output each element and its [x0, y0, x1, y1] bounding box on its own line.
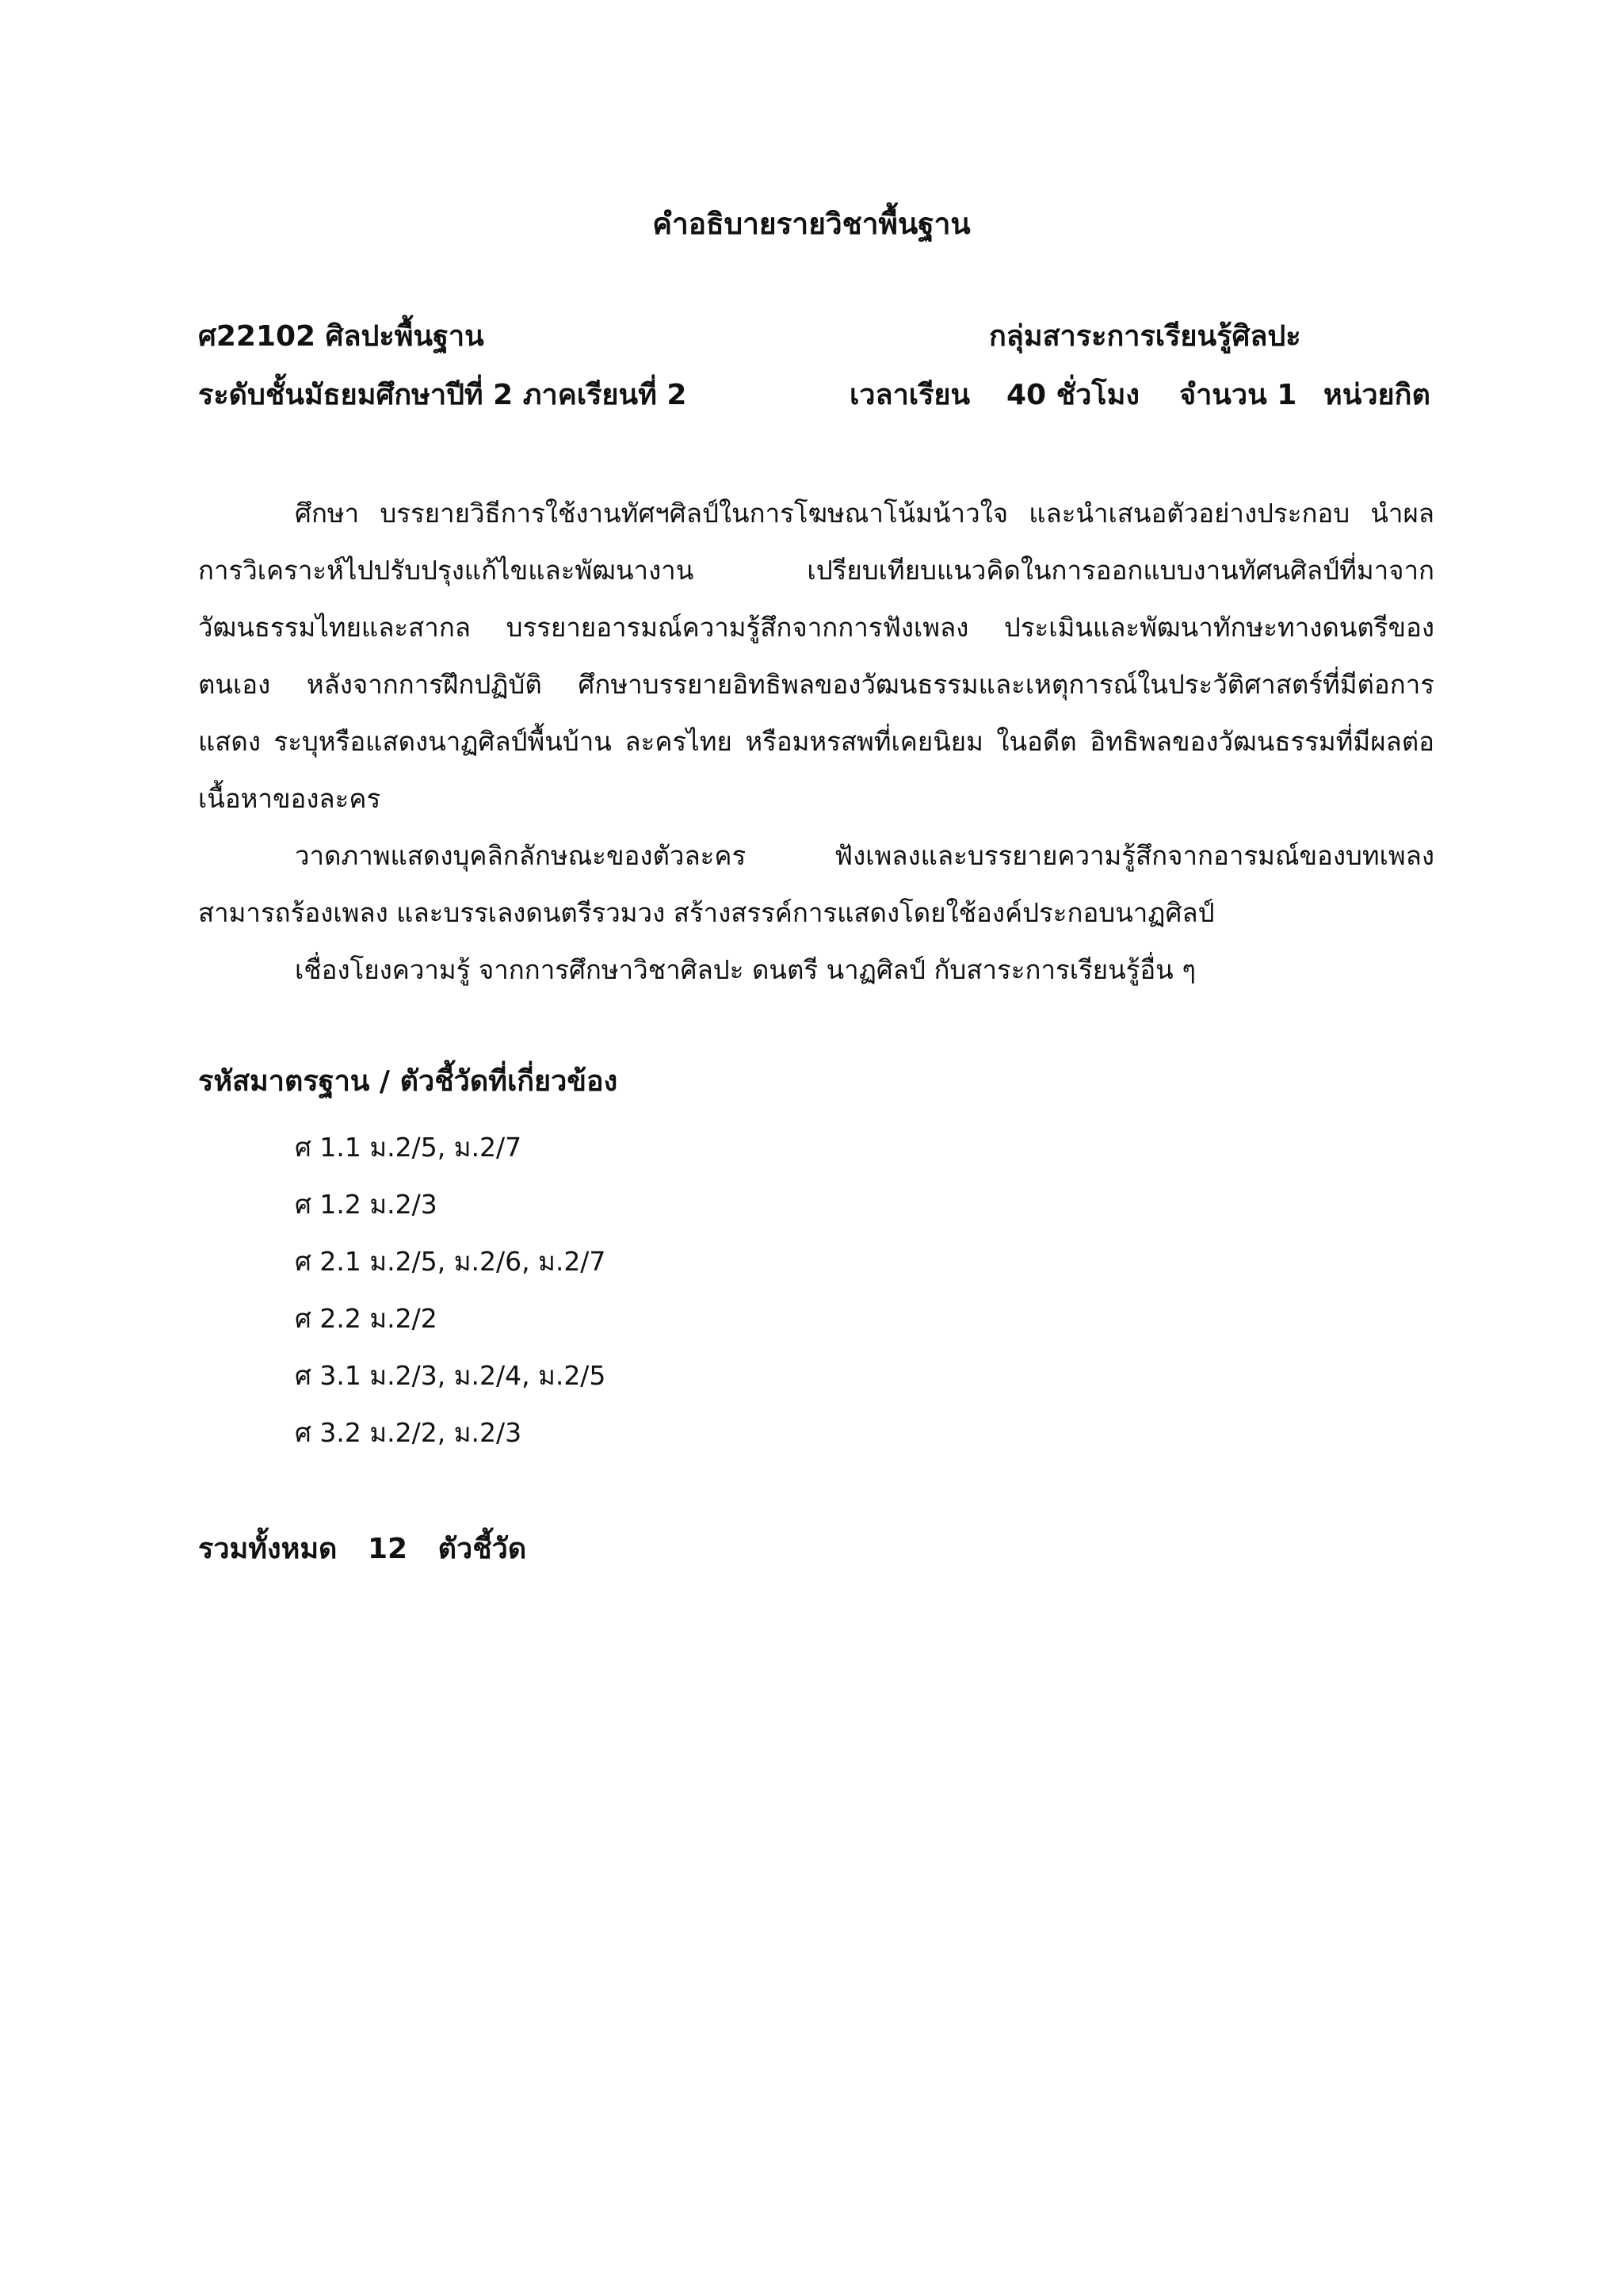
total-unit: ตัวชี้วัด — [437, 1533, 527, 1565]
course-description — [198, 485, 1434, 999]
total-count: 12 — [367, 1533, 408, 1565]
standard-item: ศ 1.1 ม.2/5, ม.2/7 — [295, 1132, 522, 1163]
standard-item: ศ 3.1 ม.2/3, ม.2/4, ม.2/5 — [295, 1360, 606, 1391]
indicator-total — [198, 1530, 547, 1569]
credits-unit: หน่วยกิต — [1323, 379, 1430, 411]
total-label: รวมทั้งหมด — [198, 1533, 338, 1565]
standard-item: ศ 2.2 ม.2/2 — [295, 1303, 437, 1334]
standard-item: ศ 1.2 ม.2/3 — [295, 1189, 437, 1220]
standards-list — [295, 1119, 605, 1461]
description-paragraph: ศึกษา บรรยายวิธีการใช้งานทัศฯศิลป์ในการโฆษณาโน้มน้าวใจ และนำเสนอตัวอย่างประกอบ นำผลการวิเคราะห์ไปปรับปรุงแก้ไขและพัฒนางาน เปรียบเทียบแนวคิดในการออกแบบงานทัศนศิลป์ที่มาจากวัฒนธรรมไทยและสากล บรรยายอารมณ์ความรู้สึกจากการฟังเพลง ประเมินและพัฒนาทักษะทางดนตรีของตนเอง หลังจากการฝึกปฏิบัติ ศึกษาบรรยายอิทธิพลของวัฒนธรรมและเหตุการณ์ในประวัติศาสตร์ที่มีต่อการแสดง ระบุหรือแสดงนาฏศิลป์พื้นบ้าน ละครไทย หรือมหรสพที่เคยนิยม ในอดีต อิทธิพลของวัฒนธรรมที่มีผลต่อเนื้อหาของละคร — [198, 498, 1434, 814]
study-hours-label: เวลาเรียน — [850, 379, 971, 411]
standard-item: ศ 3.2 ม.2/2, ม.2/3 — [295, 1417, 522, 1448]
learning-area-group: กลุ่มสาระการเรียนรู้ศิลปะ — [989, 320, 1301, 353]
study-hours-value: 40 ชั่วโมง — [1006, 379, 1140, 411]
course-level-semester: ระดับชั้นมัธยมศึกษาปีที่ 2 ภาคเรียนที่ 2 — [198, 379, 687, 411]
description-paragraph: วาดภาพแสดงบุคลิกลักษณะของตัวละคร ฟังเพลงและบรรยายความรู้สึกจากอารมณ์ของบทเพลง สามารถร้องเพลง และบรรเลงดนตรีรวมวง สร้างสรรค์การแสดงโดยใช้องค์ประกอบนาฏศิลป์ — [198, 840, 1434, 928]
description-paragraph: เชื่องโยงความรู้ จากการศึกษาวิชาศิลปะ ดนตรี นาฏศิลป์ กับสาระการเรียนรู้อื่น ๆ — [295, 954, 1196, 985]
standards-heading: รหัสมาตรฐาน / ตัวชี้วัดที่เกี่ยวข้อง — [198, 1065, 618, 1098]
course-code-name: ศ22102 ศิลปะพื้นฐาน — [198, 320, 484, 353]
credits-label: จำนวน 1 — [1179, 379, 1297, 411]
standard-item: ศ 2.1 ม.2/5, ม.2/6, ม.2/7 — [295, 1246, 606, 1277]
document-title: คำอธิบายรายวิชาพื้นฐาน — [652, 207, 971, 241]
